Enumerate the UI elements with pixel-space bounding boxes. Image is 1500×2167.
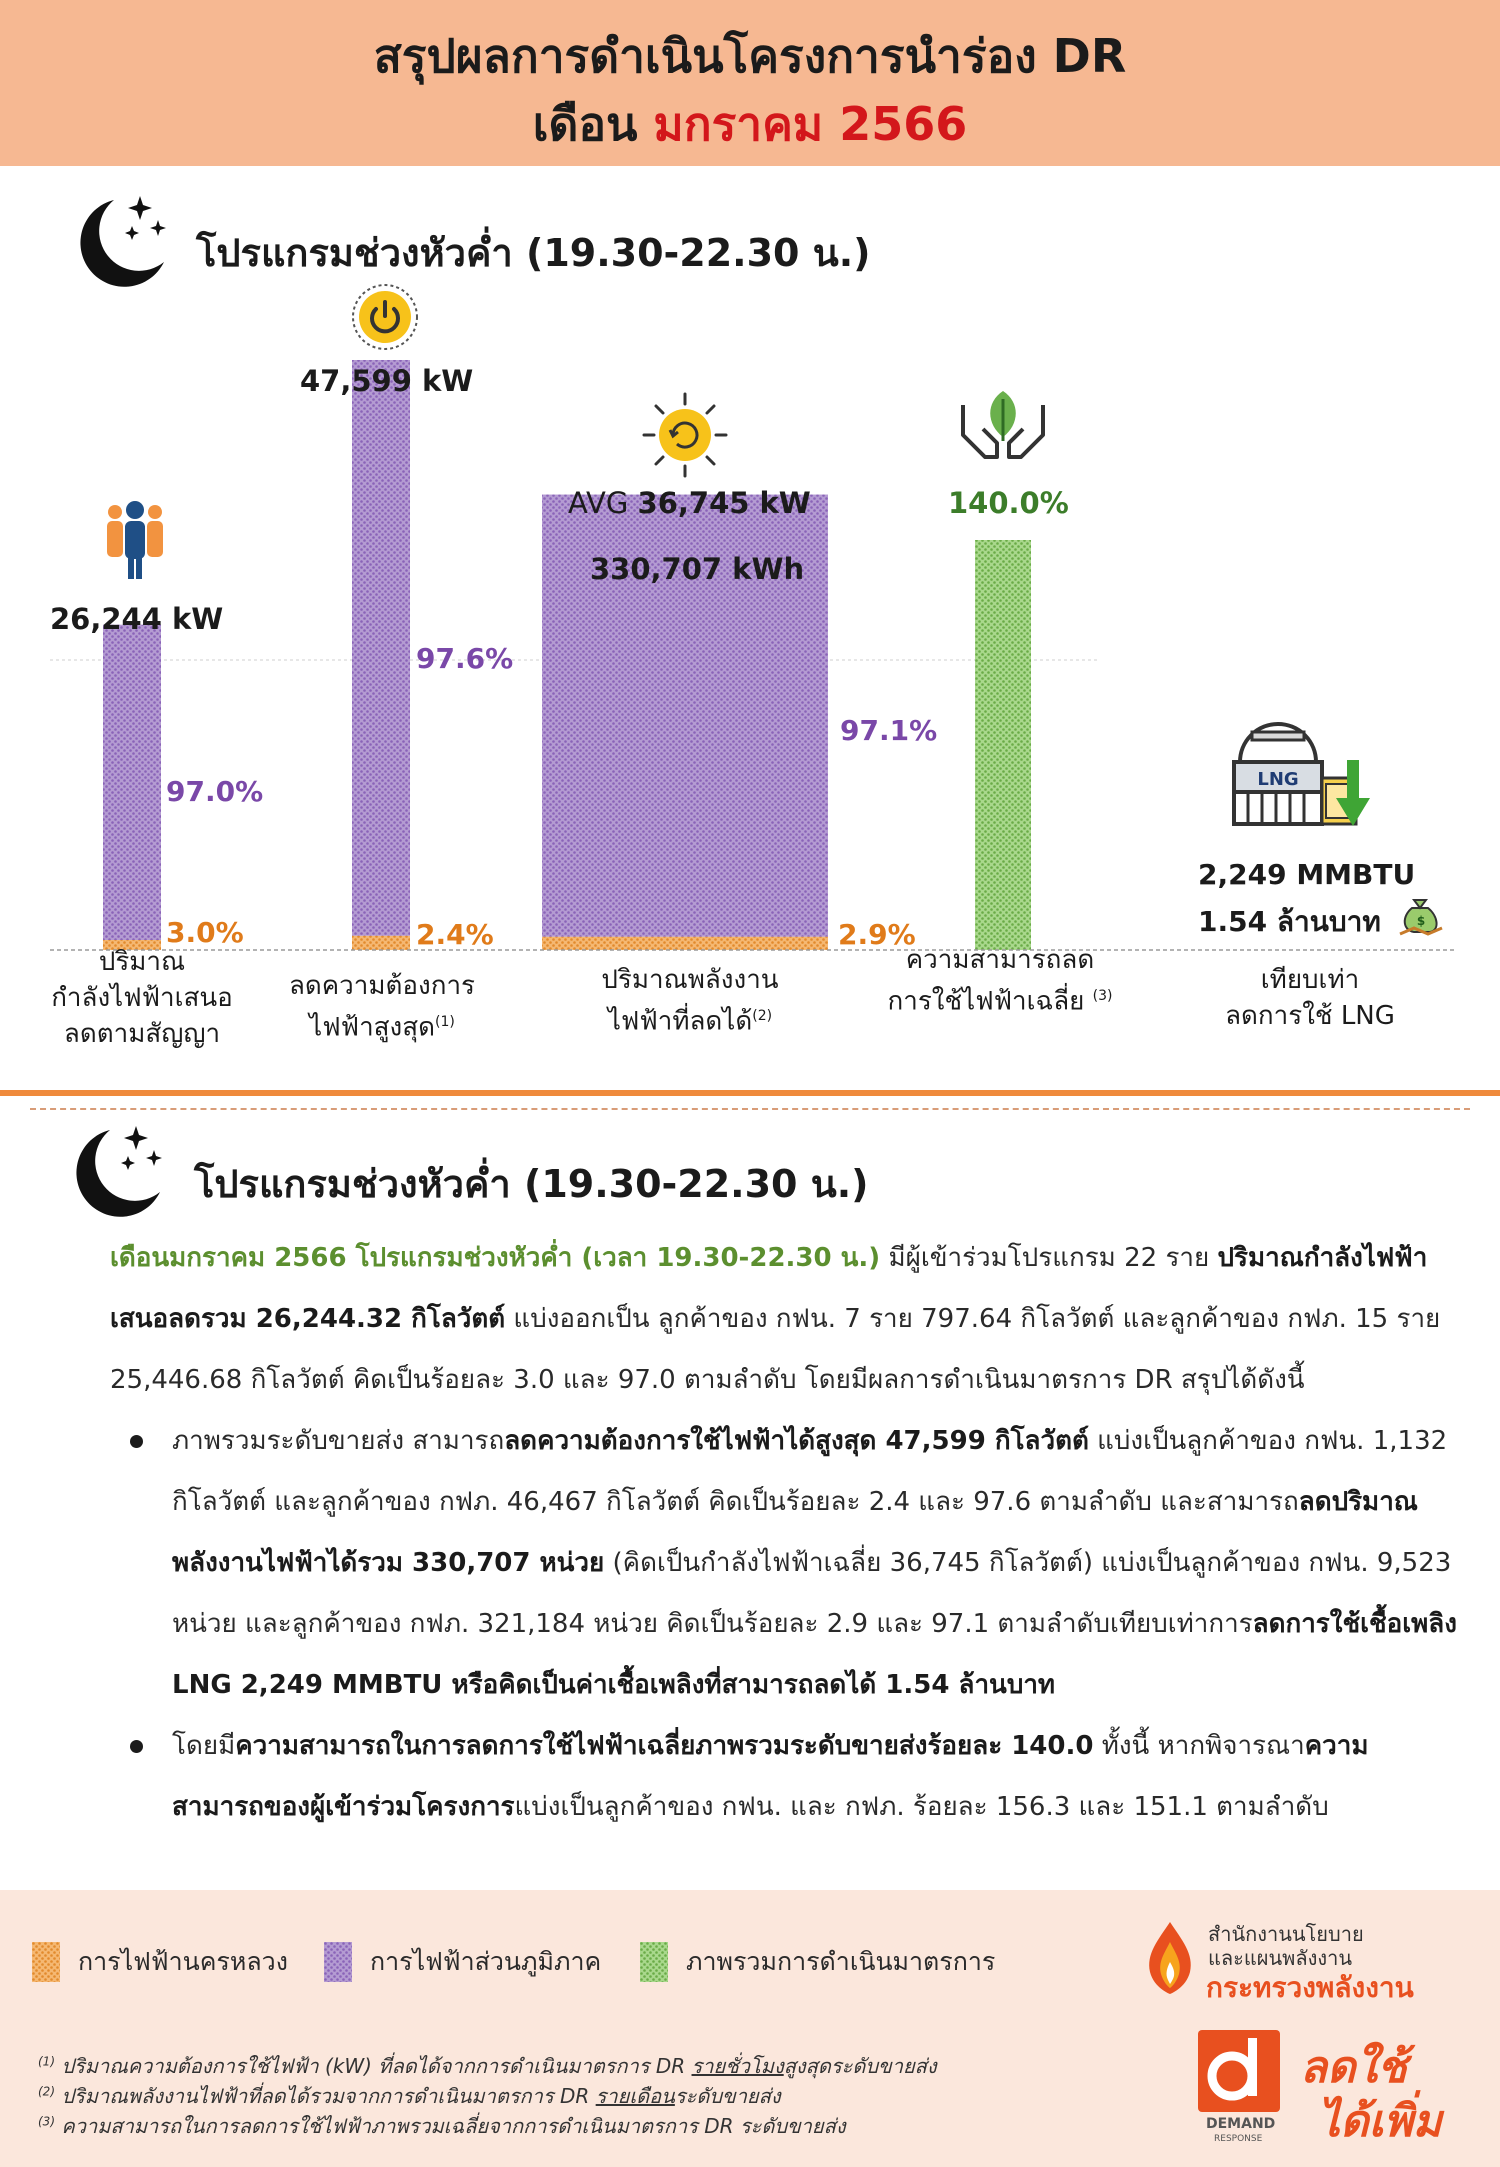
bar3-avg-label: [568, 486, 811, 520]
eppo-flame-logo: [1140, 1918, 1200, 1998]
footnote-ref-3: (3): [1092, 988, 1113, 1004]
summary-text-run: ทั้งนี้ หากพิจารณา: [1093, 1731, 1305, 1761]
legend-swatch-mea: [32, 1942, 60, 1982]
dr-results-chart: [0, 290, 1500, 1080]
summary-paragraph: [110, 1228, 1460, 1411]
summary-bullet: [110, 1716, 1460, 1838]
bar2-category-label: [262, 968, 502, 1046]
footnote-ref: (2): [38, 2084, 55, 2099]
lng-baht-label: 1.54 ล้านบาท: [1198, 905, 1381, 938]
page-header: [0, 0, 1500, 166]
summary-text-run: แบ่งออกเป็น ลูกค้าของ กฟน. 7 ราย 797.64 กิโลวัตต์ และลูกค้าของ กฟภ. 15 ราย 25,446.68 กิโลวัตต์ คิดเป็นร้อยละ 3.0 และ 97.0 ตามลำดับ โดยมีผลการดำเนินมาตรการ DR สรุปได้ดังนี้: [110, 1304, 1441, 1395]
power-icon: [350, 282, 420, 352]
summary-bold-run: ความสามารถในการลดการใช้ไฟฟ้าเฉลี่ยภาพรวมระดับขายส่งร้อยละ 140.0: [235, 1731, 1094, 1761]
summary-text-run: ภาพรวมระดับขายส่ง สามารถ: [172, 1426, 505, 1456]
legend-swatch-pea: [324, 1942, 352, 1982]
summary-lead: เดือนมกราคม 2566 โปรแกรมช่วงหัวค่ำ (เวลา 19.30-22.30 น.): [110, 1243, 881, 1273]
footnote-ref: (1): [38, 2054, 55, 2069]
bar3-mea-pct: 2.9%: [838, 918, 916, 951]
bar3-pea-pct: 97.1%: [840, 714, 938, 747]
summary-bold-run: ปริมาณกำลังไฟฟ้าเสนอลดรวม 26,244.32 กิโลวัตต์: [110, 1243, 1428, 1334]
section-title-evening: โปรแกรมช่วงหัวค่ำ (19.30-22.30 น.): [196, 231, 871, 275]
summary-bullet: [110, 1411, 1460, 1716]
bar2-value-label: 47,599 kW: [300, 364, 474, 398]
bar4-value-label: 140.0%: [948, 486, 1069, 520]
legend-label: ภาพรวมการดำเนินมาตรการ: [686, 1947, 996, 1976]
footnote-underlined: รายชั่วโมง: [691, 2054, 784, 2078]
bar1-category-line: ลดตามสัญญา: [63, 1019, 221, 1049]
bar4-category-line-text: การใช้ไฟฟ้าเฉลี่ย: [887, 986, 1085, 1017]
footnote-ref-1: (1): [434, 1014, 455, 1030]
bar2-pea-pct: 97.6%: [416, 642, 514, 675]
bar3-category-line-text: ไฟฟ้าที่ลดได้: [607, 1006, 753, 1037]
bar1-value-label: 26,244 kW: [50, 602, 224, 636]
bar3-avg-prefix: AVG: [568, 486, 638, 520]
eppo-name-line1: สำนักงานนโยบาย: [1208, 1922, 1364, 1946]
summary-text: [110, 1228, 1460, 1838]
summary-bold-run: ลดปริมาณพลังงานไฟฟ้าได้รวม 330,707 หน่วย: [172, 1487, 1418, 1578]
bar4-overall: [975, 540, 1031, 950]
lng-category-label: [1180, 962, 1440, 1034]
page-subtitle: [0, 88, 1500, 161]
bullet-dot: [130, 1740, 143, 1753]
moon-stars-icon: [62, 188, 172, 298]
footnote-ref: (3): [38, 2114, 55, 2129]
lng-mmbtu-label: 2,249 MMBTU: [1198, 858, 1416, 891]
summary-text-run: โดยมี: [172, 1731, 236, 1761]
bar2-mea-pct: 2.4%: [416, 918, 494, 951]
moon-stars-icon: [58, 1118, 168, 1228]
dr-caption: DEMAND: [1206, 2116, 1276, 2132]
bar2-category-line-text: ไฟฟ้าสูงสุด: [309, 1012, 435, 1043]
summary-bold-run: ความสามารถของผู้เข้าร่วมโครงการ: [172, 1731, 1369, 1822]
bar1-category-line: ปริมาณ: [98, 947, 186, 977]
lng-category-line: ลดการใช้ LNG: [1225, 1001, 1395, 1031]
bar1-mea-pct: 3.0%: [166, 916, 244, 949]
footer: [0, 1890, 1500, 2167]
bar3-category-label: [560, 962, 820, 1040]
legend-mea: [32, 1942, 288, 1982]
bar1-pea-pct: 97.0%: [166, 775, 264, 808]
legend-label: การไฟฟ้านครหลวง: [78, 1947, 288, 1976]
bullet-dot: [130, 1435, 143, 1448]
section-title-evening-2: โปรแกรมช่วงหัวค่ำ (19.30-22.30 น.): [194, 1162, 869, 1206]
page-title: สรุปผลการดำเนินโครงการนำร่อง DR: [373, 29, 1127, 83]
subtitle-month: มกราคม 2566: [653, 97, 968, 151]
sun-cycle-icon: [640, 390, 730, 480]
bar3-category-line: ปริมาณพลังงาน: [601, 965, 779, 995]
eppo-name-line2: และแผนพลังงาน: [1208, 1946, 1353, 1970]
footnote-ref-2: (2): [752, 1008, 773, 1024]
summary-bold-run: ลดความต้องการใช้ไฟฟ้าได้สูงสุด 47,599 กิโลวัตต์: [504, 1426, 1089, 1456]
bar3-energy-label: 330,707 kWh: [590, 552, 805, 586]
slogan-line1: ลดใช้: [1300, 2042, 1407, 2093]
bar1-category-label: [22, 944, 262, 1052]
lng-tank-label: LNG: [1257, 769, 1299, 790]
summary-text-run: แบ่งเป็นลูกค้าของ กฟน. 1,132 กิโลวัตต์ และลูกค้าของ กฟภ. 46,467 กิโลวัตต์ คิดเป็นร้อยละ 2.4 และ 97.6 ตามลำดับ และสามารถ: [172, 1426, 1448, 1517]
people-icon: [100, 500, 170, 580]
bar4-category-line: [870, 978, 1130, 1020]
ministry-name: กระทรวงพลังงาน: [1206, 1971, 1414, 2004]
legend-label: การไฟฟ้าส่วนภูมิภาค: [370, 1947, 602, 1976]
summary-text-run: (คิดเป็นกำลังไฟฟ้าเฉลี่ย 36,745 กิโลวัตต์) แบ่งเป็นลูกค้าของ กฟน. 9,523 หน่วย และลูกค้าของ กฟภ. 321,184 หน่วย คิดเป็นร้อยละ 2.9 และ 97.1 ตามลำดับเทียบเท่าการ: [172, 1548, 1452, 1639]
dr-logo: [1196, 2028, 1282, 2114]
bar3-mea-segment: [542, 937, 828, 950]
bar1-category-line: กำลังไฟฟ้าเสนอ: [51, 983, 233, 1013]
bar3-category-line: [560, 998, 820, 1040]
slogan-line2: ได้เพิ่ม: [1318, 2096, 1442, 2147]
bar2-category-line: [262, 1004, 502, 1046]
footnote-3: [38, 2110, 846, 2142]
summary-text-run: แบ่งเป็นลูกค้าของ กฟน. และ กฟภ. ร้อยละ 156.3 และ 151.1 ตามลำดับ: [514, 1792, 1329, 1822]
down-arrow-icon: [1336, 760, 1370, 828]
legend-overall: [640, 1942, 995, 1982]
section-divider: [0, 1090, 1500, 1096]
footnote-text: ความสามารถในการลดการใช้ไฟฟ้าภาพรวมเฉลี่ยจากการดำเนินมาตรการ DR ระดับขายส่ง: [55, 2114, 846, 2138]
bar2-mea-segment: [352, 936, 410, 950]
dr-sub-caption: RESPONSE: [1214, 2134, 1263, 2144]
money-bag-icon: [1398, 894, 1444, 940]
dashed-divider: [30, 1108, 1470, 1110]
svg-text:$: $: [1416, 914, 1426, 928]
bar4-category-label: [870, 942, 1130, 1020]
footnote-2: [38, 2080, 781, 2112]
bar2-category-line: ลดความต้องการ: [288, 971, 476, 1001]
lng-category-line: เทียบเท่า: [1260, 965, 1360, 995]
summary-bold-run: ลดการใช้เชื้อเพลิง LNG 2,249 MMBTU หรือคิดเป็นค่าเชื้อเพลิงที่สามารถลดได้ 1.54 ล้านบาท: [172, 1609, 1457, 1700]
footnote-text: สูงสุดระดับขายส่ง: [783, 2054, 937, 2078]
hands-leaf-icon: [955, 385, 1051, 465]
legend-pea: [324, 1942, 601, 1982]
subtitle-prefix: เดือน: [532, 97, 654, 151]
footnote-underlined: รายเดือน: [595, 2084, 675, 2108]
footnote-text: ปริมาณความต้องการใช้ไฟฟ้า (kW) ที่ลดได้จากการดำเนินมาตรการ DR: [55, 2054, 692, 2078]
summary-text-run: มีผู้เข้าร่วมโปรแกรม 22 ราย: [880, 1243, 1218, 1273]
bar3-avg-value: 36,745 kW: [637, 486, 811, 520]
bar2-pea-segment: [352, 360, 410, 936]
footnote-text: ระดับขายส่ง: [674, 2084, 781, 2108]
footnote-text: ปริมาณพลังงานไฟฟ้าที่ลดได้รวมจากการดำเนินมาตรการ DR: [55, 2084, 596, 2108]
footnote-1: [38, 2050, 937, 2082]
bar4-category-line: ความสามารถลด: [905, 945, 1095, 975]
legend-swatch-overall: [640, 1942, 668, 1982]
bar1-pea-segment: [103, 625, 161, 940]
